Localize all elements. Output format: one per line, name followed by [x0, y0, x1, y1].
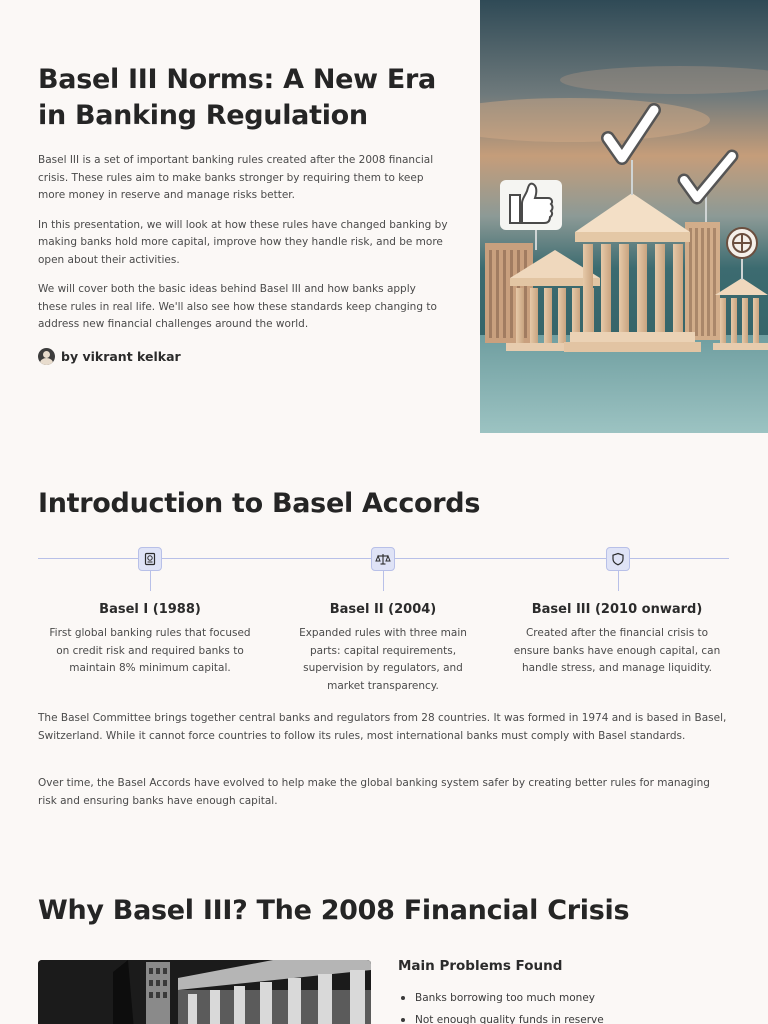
intro-paragraph-2: In this presentation, we will look at how these rules have changed banking by making banks hold more capital, improve how they handle risk, and be more open about their activities. [38, 218, 448, 266]
author-byline [38, 348, 448, 365]
banks-with-checkmarks-image [480, 0, 768, 433]
timeline-heading: Basel III (2010 onward) [531, 602, 703, 617]
passport-icon [138, 547, 162, 571]
basel-committee-paragraph: The Basel Committee brings together central banks and regulators from 28 countries. It was formed in 1974 and is based in Basel, Switzerland. While it cannot force countries to follow its rules, most international banks must comply with Basel standards. [38, 712, 727, 742]
problems-heading: Main Problems Found [398, 958, 563, 974]
section-title-financial-crisis: Why Basel III? The 2008 Financial Crisis [38, 895, 630, 926]
timeline-description: Expanded rules with three main parts: capital requirements, supervision by regulators, and market transparency. [299, 627, 467, 692]
avatar [38, 348, 55, 365]
timeline-heading: Basel II (2004) [329, 602, 437, 617]
problems-list [398, 987, 604, 1024]
basel-evolution-paragraph: Over time, the Basel Accords have evolved to help make the global banking system safer by creating better rules for managing risk and ensuring banks have enough capital. [38, 777, 710, 807]
timeline-stem [383, 571, 384, 591]
scales-icon [371, 547, 395, 571]
list-item: Not enough quality funds in reserve [398, 1009, 604, 1024]
timeline-item-basel-2 [288, 602, 478, 695]
shield-icon [606, 547, 630, 571]
timeline-stem [150, 571, 151, 591]
author-name: by vikrant kelkar [61, 348, 181, 364]
timeline-item-basel-3 [512, 602, 722, 678]
section-title-basel-accords: Introduction to Basel Accords [38, 488, 481, 519]
stock-exchange-building-image [38, 960, 371, 1024]
timeline-description: Created after the financial crisis to ensure banks have enough capital, can handle stress, and manage liquidity. [513, 627, 721, 674]
page-title: Basel III Norms: A New Era in Banking Regulation [38, 64, 436, 131]
timeline-stem [618, 571, 619, 591]
hero-text-block [38, 62, 448, 365]
timeline-description: First global banking rules that focused on credit risk and required banks to maintain 8% minimum capital. [49, 627, 251, 674]
list-item: Banks borrowing too much money [398, 987, 604, 1009]
intro-paragraph-1: Basel III is a set of important banking rules created after the 2008 financial crisis. These rules aim to make banks stronger by requiring them to keep more money in reserve and manage risks better. [38, 154, 434, 201]
intro-paragraph-3: We will cover both the basic ideas behind Basel III and how banks apply these rules in real life. We'll also see how these standards keep changing to address new financial challenges around the world. [38, 283, 437, 330]
timeline-item-basel-1 [45, 602, 255, 678]
timeline-heading: Basel I (1988) [99, 602, 201, 617]
